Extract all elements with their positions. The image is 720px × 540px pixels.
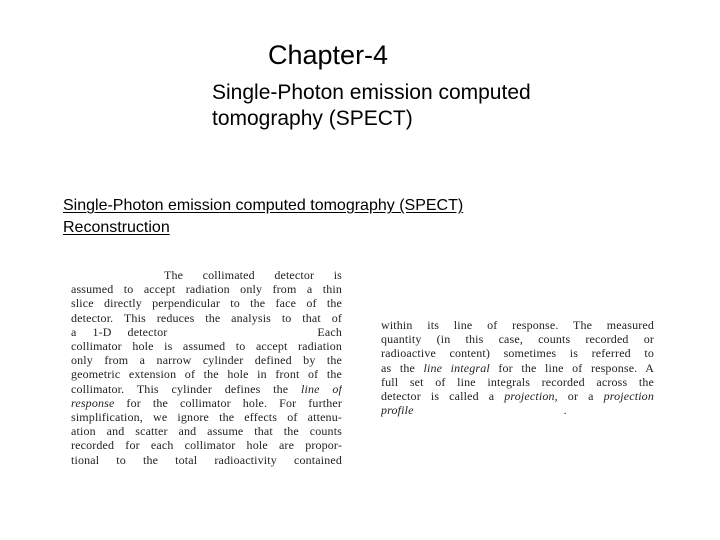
text-fragment: detector is called a	[381, 389, 495, 404]
italic-term: projection	[504, 389, 555, 404]
text-line: The collimated detector is	[164, 268, 342, 282]
text-line: slice directly perpendicular to the face of the	[71, 296, 342, 311]
slide-subtitle	[212, 80, 531, 132]
text-line: detector. This reduces the analysis to that of	[71, 310, 342, 325]
section-heading	[63, 195, 463, 239]
subtitle-line: tomography (SPECT)	[212, 107, 413, 130]
text-line	[71, 325, 342, 339]
subtitle-line: Single-Photon emission computed	[212, 81, 531, 104]
text-line: assumed to accept radiation only from a thin	[71, 282, 342, 297]
scanned-text-right-column	[381, 318, 654, 417]
text-line: geometric extension of the hole in front of the	[71, 367, 342, 382]
italic-term: response	[71, 395, 115, 410]
section-heading-line: Single-Photon emission computed tomography (SPECT)	[63, 197, 464, 214]
italic-term: projection	[603, 389, 654, 404]
text-line: only from a narrow cylinder defined by the	[71, 353, 342, 368]
italic-term: line integral	[423, 360, 490, 375]
text-fragment: .	[563, 403, 567, 418]
text-line: simplification, we ignore the effects of attenu-	[71, 410, 342, 425]
text-fragment: collimator. This cylinder defines the	[71, 381, 289, 396]
text-line: collimator hole is assumed to accept radiation	[71, 339, 342, 354]
text-line	[381, 403, 654, 417]
text-fragment: a 1-D detector	[71, 324, 168, 339]
text-fragment: , or a	[554, 389, 594, 404]
text-line: recorded for each collimator hole are propor-	[71, 438, 342, 453]
text-line	[381, 389, 654, 403]
text-line: full set of line integrals recorded across the	[381, 374, 654, 389]
text-line: quantity (in this case, counts recorded or	[381, 332, 654, 347]
italic-term: line of	[301, 381, 342, 396]
section-heading-line: Reconstruction	[63, 219, 170, 236]
text-line	[71, 382, 342, 396]
text-line	[381, 361, 654, 375]
scanned-text-left-column	[71, 268, 342, 467]
text-fragment: for the line of response. A	[498, 360, 654, 375]
text-fragment: for the collimator hole. For further	[126, 395, 342, 410]
text-line: radioactive content) sometimes is referred to	[381, 346, 654, 361]
text-line: tional to the total radioactivity contained	[71, 452, 342, 467]
text-fragment: as the	[381, 360, 415, 375]
text-fragment: Each	[317, 324, 342, 339]
text-line: ation and scatter and assume that the counts	[71, 424, 342, 439]
chapter-title: Chapter-4	[268, 40, 389, 70]
text-line: within its line of response. The measured	[381, 318, 654, 332]
italic-term: profile	[381, 403, 414, 418]
text-line	[71, 396, 342, 410]
